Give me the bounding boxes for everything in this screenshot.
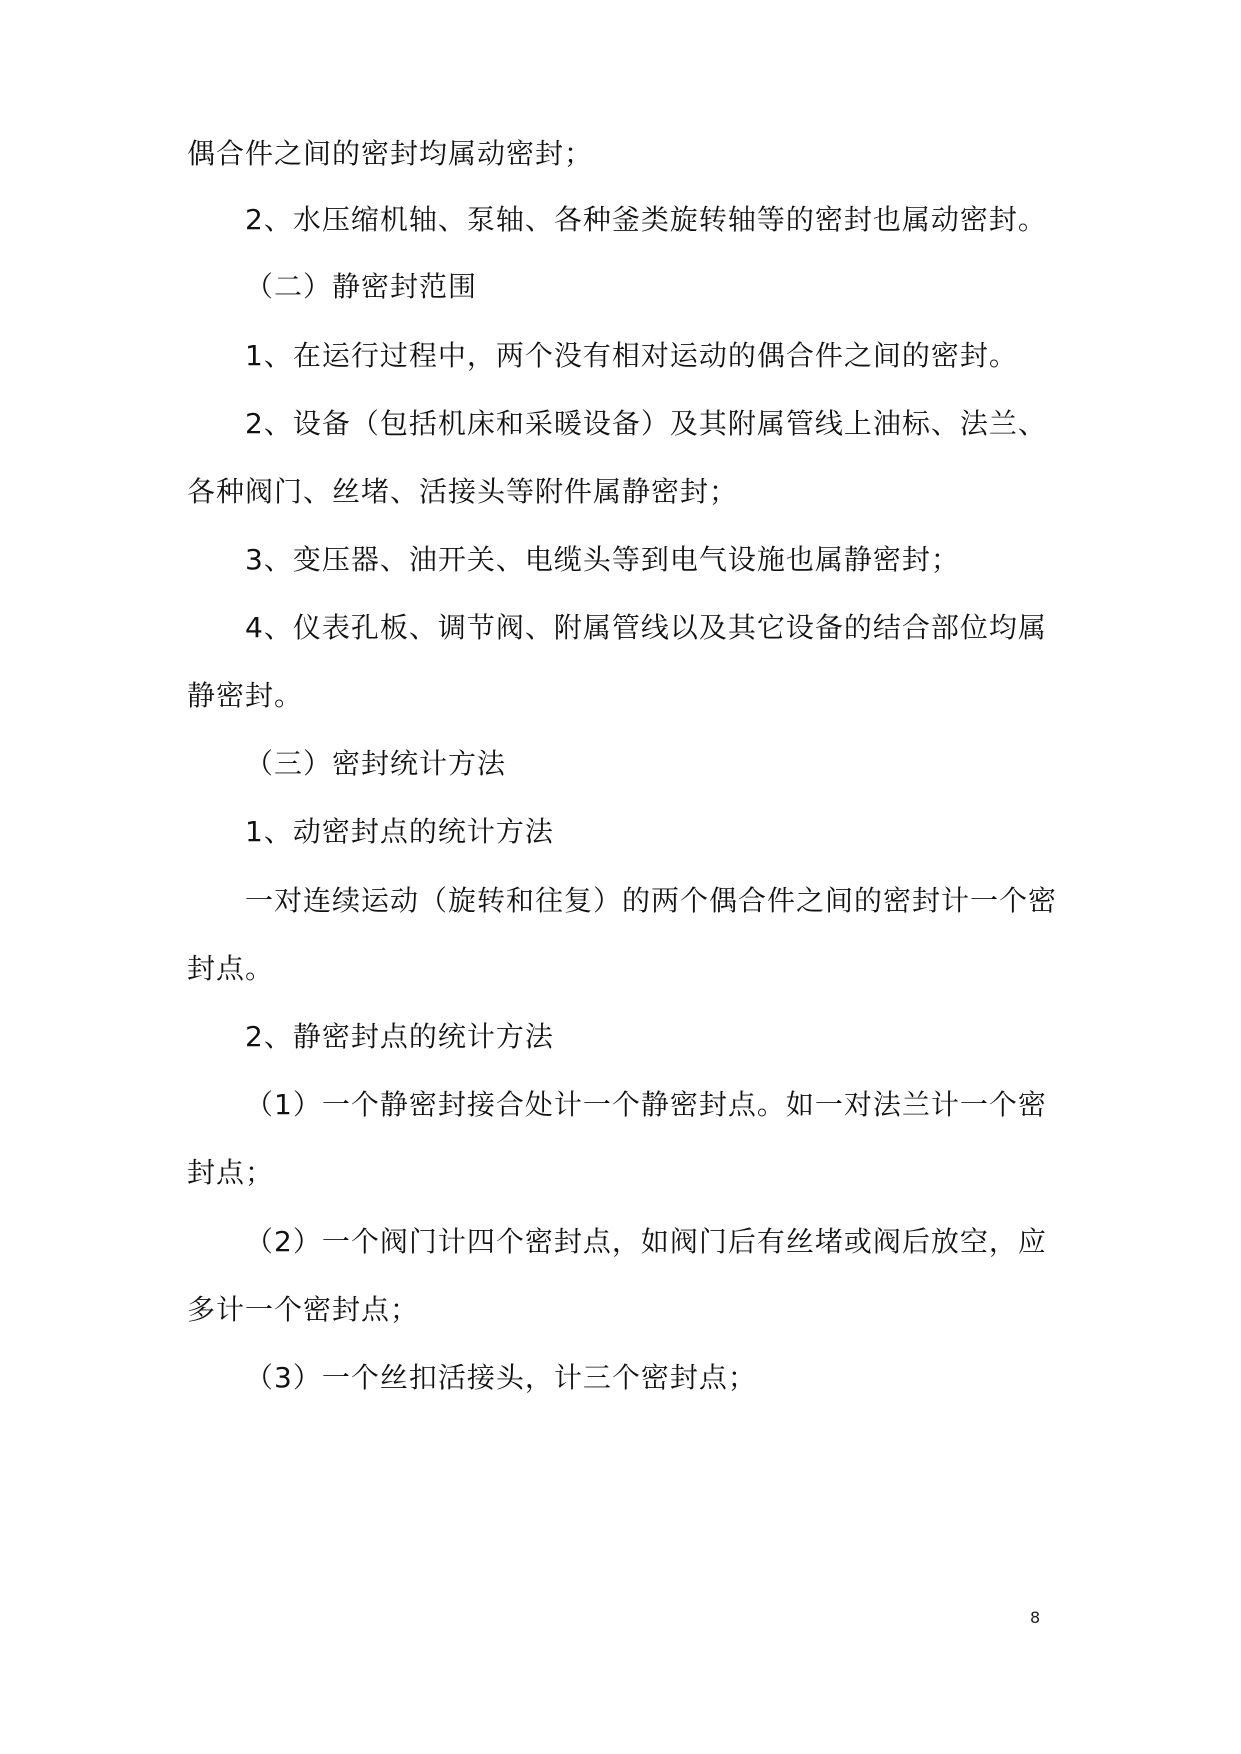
section-heading-static-seal-scope: （二）静密封范围 xyxy=(245,270,478,303)
text-line-8: 4、仪表孔板、调节阀、附属管线以及其它设备的结合部位均属 xyxy=(245,611,1047,644)
text-line-18: 多计一个密封点； xyxy=(187,1293,420,1326)
text-line-16: 封点； xyxy=(187,1156,275,1189)
text-line-19: （3）一个丝扣活接头，计三个密封点； xyxy=(245,1361,757,1394)
text-line-17: （2）一个阀门计四个密封点，如阀门后有丝堵或阀后放空，应 xyxy=(245,1225,1047,1258)
text-line-1: 偶合件之间的密封均属动密封； xyxy=(187,137,594,170)
text-line-7: 3、变压器、油开关、电缆头等到电气设施也属静密封； xyxy=(245,543,960,576)
text-line-2: 2、水压缩机轴、泵轴、各种釜类旋转轴等的密封也属动密封。 xyxy=(245,203,1047,236)
text-line-4: 1、在运行过程中，两个没有相对运动的偶合件之间的密封。 xyxy=(245,339,1018,372)
text-line-13: 封点。 xyxy=(187,952,275,985)
text-line-5: 2、设备（包括机床和采暖设备）及其附属管线上油标、法兰、 xyxy=(245,407,1047,440)
page-number: 8 xyxy=(1030,1608,1041,1627)
section-heading-seal-statistics: （三）密封统计方法 xyxy=(245,747,507,780)
text-line-11: 1、动密封点的统计方法 xyxy=(245,815,554,848)
text-line-14: 2、静密封点的统计方法 xyxy=(245,1020,554,1053)
text-line-12: 一对连续运动（旋转和往复）的两个偶合件之间的密封计一个密 xyxy=(245,884,1058,917)
text-line-6: 各种阀门、丝堵、活接头等附件属静密封； xyxy=(187,475,739,508)
text-line-9: 静密封。 xyxy=(187,679,304,712)
text-line-15: （1）一个静密封接合处计一个静密封点。如一对法兰计一个密 xyxy=(245,1088,1047,1121)
